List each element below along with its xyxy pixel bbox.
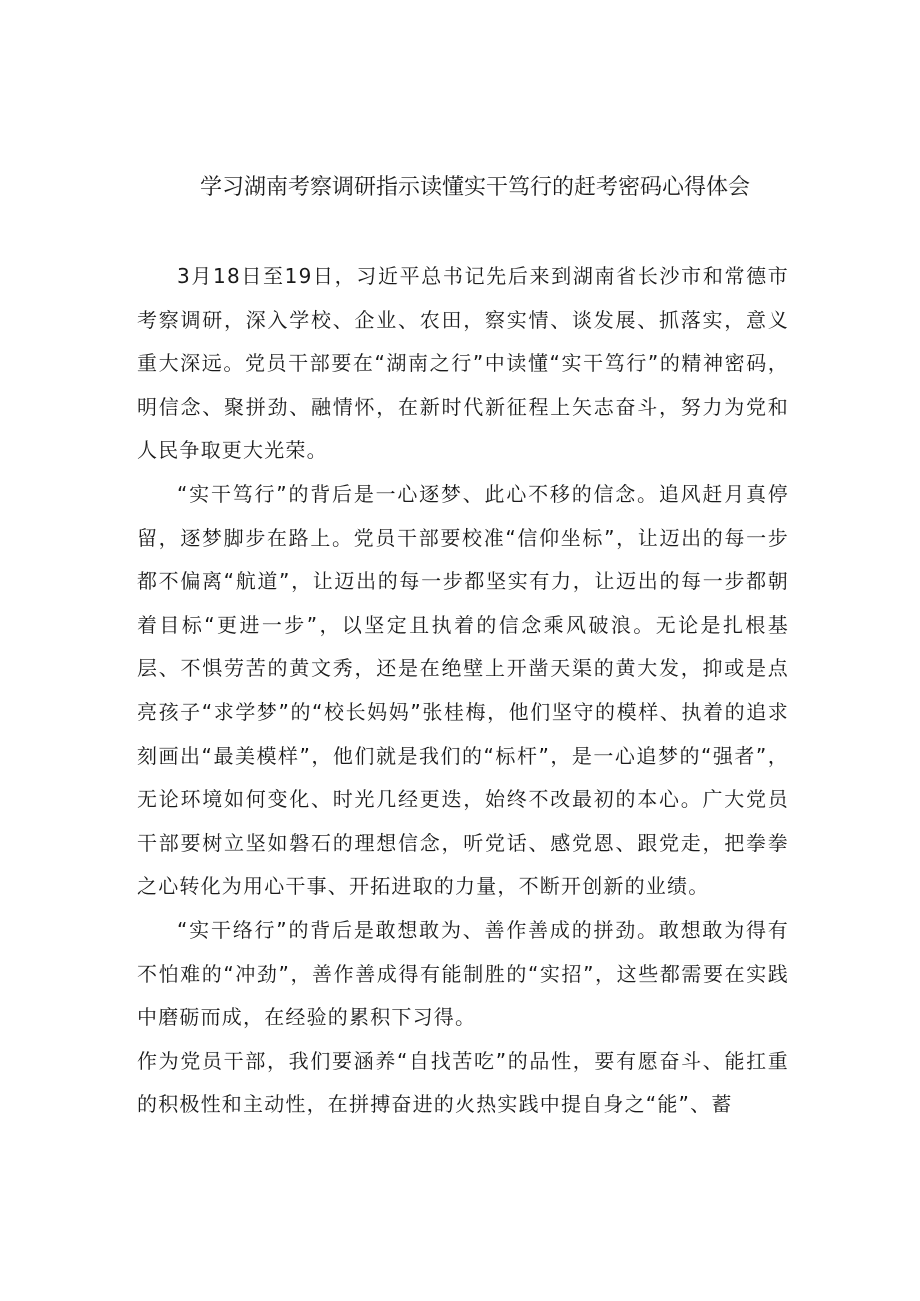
paragraph-drive: “实干络行”的背后是敢想敢为、善作善成的拼劲。敢想敢为得有不怕难的“冲劲”，善作善成得有能制胜的“实招”，这些都需要在实践中磨砺而成，在经验的累积下习得。 bbox=[137, 917, 789, 1030]
paragraph-intro: 3月18日至19日，习近平总书记先后来到湖南省长沙市和常德市考察调研，深入学校、企业、农田，察实情、谈发展、抓落实，意义重大深远。党员干部要在“湖南之行”中读懂“实干笃行”的精神密码，明信念、聚拼劲、融情怀，在新时代新征程上矢志奋斗，努力为党和人民争取更大光荣。 bbox=[137, 264, 789, 463]
document-title: 学习湖南考察调研指示读懂实干笃行的赶考密码心得体会 bbox=[199, 175, 750, 200]
paragraph-cadre: 作为党员干部，我们要涵养“自找苦吃”的品性，要有愿奋斗、能扛重的积极性和主动性，在拼搏奋进的火热实践中提自身之“能”、蓄 bbox=[137, 1048, 789, 1117]
paragraph-belief: “实干笃行”的背后是一心逐梦、此心不移的信念。追风赶月真停留，逐梦脚步在路上。党员干部要校准“信仰坐标”，让迈出的每一步都不偏离“航道”，让迈出的每一步都坚实有力，让迈出的每一步都朝着目标“更进一步”，以坚定且执着的信念乘风破浪。无论是扎根基层、不惧劳苦的黄文秀，还是在绝壁上开凿天渠的黄大发，抑或是点亮孩子“求学梦”的“校长妈妈”张桂梅，他们坚守的模样、执着的追求刻画出“最美模样”，他们就是我们的“标杆”，是一心追梦的“强者”，无论环境如何变化、时光几经更迭，始终不改最初的本心。广大党员干部要树立坚如磐石的理想信念，听党话、感党恩、跟党走，把拳拳之心转化为用心干事、开拓进取的力量，不断开创新的业绩。 bbox=[137, 481, 789, 899]
document-body bbox=[137, 255, 789, 1127]
